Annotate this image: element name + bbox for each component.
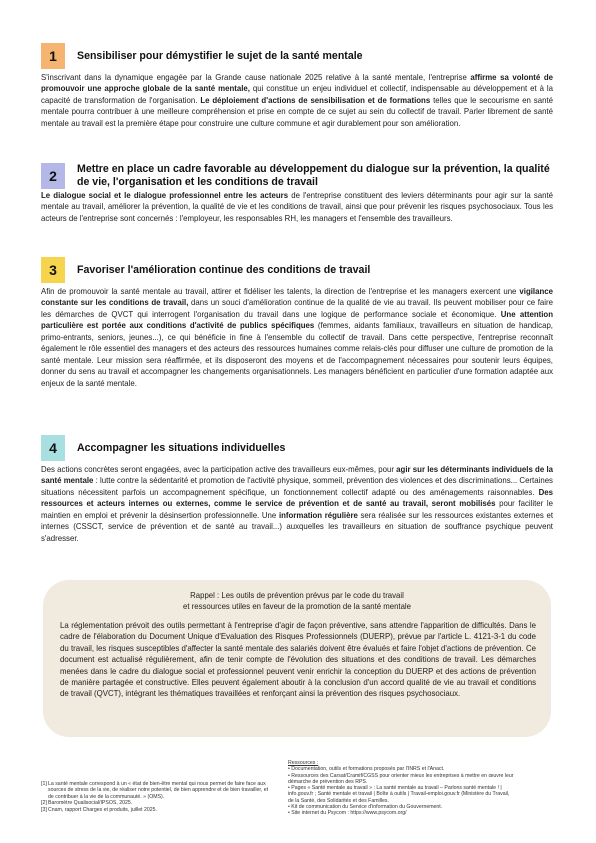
- section-1-number-badge: 1: [41, 43, 65, 69]
- footnotes: [41, 781, 269, 813]
- section-2-title: Mettre en place un cadre favorable au développement du dialogue sur la prévention, la qualité de vie, l'organisation et les conditions de travail: [77, 163, 550, 188]
- section-1: [41, 43, 553, 129]
- section-3-body: Afin de promouvoir la santé mentale au travail, attirer et fidéliser les talents, la direction de l'entreprise et les managers exercent une vigilance constante sur les conditions de travail, dans un souci d'amélioration continue de la qualité de vie au travail. Ils peuvent mobiliser pour ce faire les démarches de QVCT qui interrogent l'organisation du travail dans une logique de performance sociale et économique. Une attention particulière est portée aux conditions d'activité de publics spécifiques (femmes, aidants familiaux, travailleurs en situation de handicap, primo-entrants, seniors, jeunes...), ce qui bénéficie in fine à l'ensemble du collectif de travail. Dans cette perspective, l'entreprise reconnaît également le rôle essentiel des managers et des acteurs des ressources humaines comme relais-clés pour diffuser une culture de promotion de la santé mentale. Leur mission sera réaffirmée, et ils disposeront des moyens et de l'accompagnement nécessaires pour soutenir leurs équipes, donner du sens au travail et accompagner les changements organisationnels. Les managers bénéficient en particulier d'une formation adaptée aux enjeux de la santé mentale.: [41, 287, 553, 388]
- callout-title: [43, 590, 551, 612]
- section-4-title: Accompagner les situations individuelles: [77, 441, 286, 454]
- section-3: [41, 257, 553, 389]
- section-2-number-badge: 2: [41, 163, 65, 189]
- callout-title-line-1: Rappel : Les outils de prévention prévus par le code du travail: [190, 591, 404, 600]
- resources-heading: Ressources :: [288, 760, 319, 766]
- resource-item: • Ressources des Carsat/Cramif/CGSS pour orienter mieux les entreprises à mettre en œuvre leur démarche de prévention des RPS.: [288, 772, 514, 785]
- section-1-body: S'inscrivant dans la dynamique engagée par la Grande cause nationale 2025 relative à la santé mentale, l'entreprise affirme sa volonté de promouvoir une approche globale de la santé mentale, qui constitue un enjeu individuel et collectif, indispensable au développement et à la capacité de transformation de l'organisation. Le déploiement d'actions de sensibilisation et de formations telles que le secourisme en santé mentale pourra contribuer à une meilleure compréhension et prise en compte de ce sujet au sein du collectif de travail. Parler librement de santé mentale au travail est la première étape pour construire une culture commune et agir durablement pour son amélioration.: [41, 73, 554, 128]
- section-2-header: [41, 163, 553, 189]
- resources-list: [288, 760, 516, 817]
- section-3-title: Favoriser l'amélioration continue des conditions de travail: [77, 263, 371, 276]
- callout-body: La réglementation prévoit des outils permettant à l'entreprise d'agir de façon préventive, sans attendre l'apparition de difficultés. Dans le cadre de l'élaboration du Document Unique d'Evaluation des Risques Professionnels (DUERP), prévue par l'article L. 4121-3-1 du code du travail, les risques susceptibles d'affecter la santé mentale des salariés doivent être évalués et faire l'objet d'actions de prévention. Ce document est actualisé régulièrement, afin de tenir compte de l'évolution des situations et des conditions de travail. Les démarches menées dans le cadre du dialogue social et professionnel peuvent venir enrichir la conception du DUERP et des actions de prévention de manière partagée et constructive. Elles peuvent également aboutir à la conclusion d'un accord qualité de vie au travail et conditions de travail (QVCT), intégrant les thématiques travaillées et renforçant ainsi la prévention des risques psychosociaux.: [60, 621, 536, 699]
- section-2: [41, 163, 553, 224]
- resource-item: • Site internet du Psycom : https://www.psycom.org/: [288, 810, 407, 817]
- footnote-number: [3]: [41, 806, 47, 813]
- resource-item: • Pages « Santé mentale au travail » : La santé mentale au travail – Parlons santé mentale ! | info.gouv.fr ; Santé mentale et travail | Boîte à outils | Travail-emploi.gouv.fr (Ministère du Travail, de la Santé, des Solidarités et des Familles.: [288, 785, 510, 804]
- prevention-tools-callout: [43, 580, 551, 737]
- footnote-number: [1]: [41, 781, 47, 787]
- footnote-number: [2]: [41, 800, 47, 807]
- section-3-header: [41, 257, 553, 283]
- section-4-header: [41, 435, 553, 461]
- footnote: [41, 781, 269, 800]
- section-4-number-badge: 4: [41, 435, 65, 461]
- footnote-text: Cnam, rapport Charges et produits, juillet 2025.: [48, 806, 157, 813]
- section-4: [41, 435, 553, 544]
- resource-item: • Documentation, outils et formations proposés par l'INRS et l'Anact.: [288, 766, 445, 773]
- section-1-header: [41, 43, 553, 69]
- footnote-text: La santé mentale correspond à un « état de bien-être mental qui nous permet de faire face aux sources de stress de la vie, de réaliser notre potentiel, de bien apprendre et de bien travailler, et de contribuer à la vie de la communauté. » (OMS).: [48, 781, 269, 800]
- section-1-title: Sensibiliser pour démystifier le sujet de la santé mentale: [77, 49, 363, 62]
- footnote-text: Baromètre Qualisocial/IPSOS, 2025.: [48, 800, 133, 807]
- section-4-body: Des actions concrètes seront engagées, avec la participation active des travailleurs eux-mêmes, pour agir sur les déterminants individuels de la santé mentale : lutte contre la sédentarité et promotion de l'activité physique, sommeil, prévention des violences et des discriminations... Certaines situations nécessitent parfois un accompagnement spécifique, un fonctionnement collectif adapté ou des aménagements raisonnables. Des ressources et acteurs internes ou externes, comme le service de prévention et de santé au travail, seront mobilisés pour faciliter le maintien en emploi et prévenir la désinsertion professionnelle. Une information régulière sera réalisée sur les ressources existantes externes et internes (CSSCT, service de prévention et de santé au travail...) auxquelles les travailleurs en situation de souffrance psychique peuvent s'adresser.: [41, 465, 554, 543]
- resource-item: • Kit de communication du Service d'information du Gouvernement.: [288, 804, 443, 811]
- callout-title-line-2: et ressources utiles en faveur de la promotion de la santé mentale: [183, 602, 411, 611]
- section-2-body: Le dialogue social et le dialogue professionnel entre les acteurs de l'entreprise constituent des leviers déterminants pour agir sur la santé mentale au travail, améliorer la prévention, la qualité de vie et les conditions de travail, ainsi que pour prévenir les risques psychosociaux. Tous les acteurs de l'entreprise sont concernés : l'employeur, les responsables RH, les managers et l'ensemble des travailleurs.: [41, 191, 554, 223]
- footnote: [41, 807, 269, 813]
- section-3-number-badge: 3: [41, 257, 65, 283]
